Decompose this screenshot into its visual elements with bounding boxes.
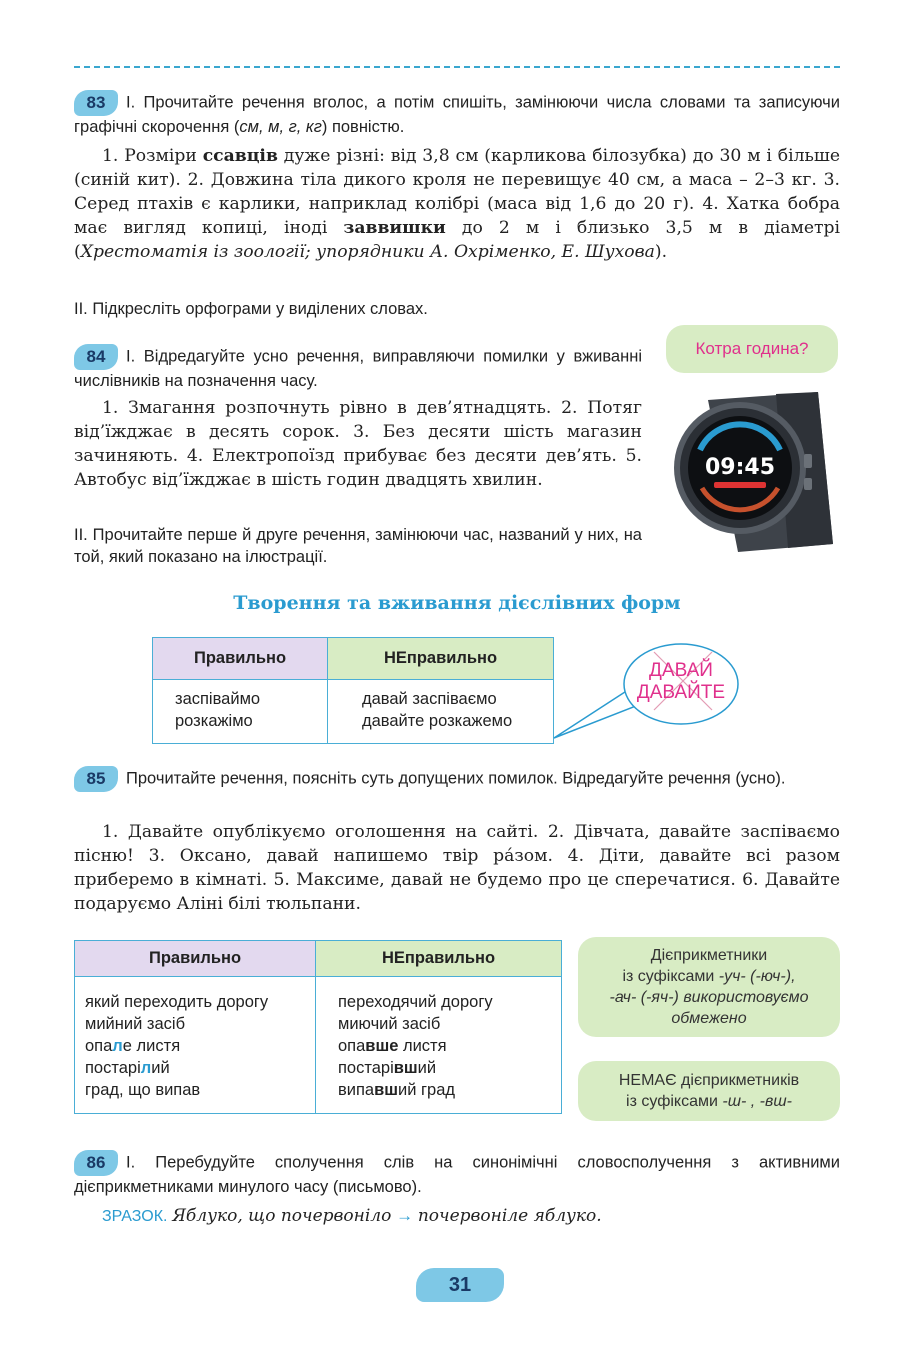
cloud-word-2: ДАВАЙТЕ bbox=[636, 682, 726, 703]
section-title: Творення та вживання дієслівних форм bbox=[233, 592, 681, 614]
correct-cell: заспіваймо розкажімо bbox=[153, 680, 328, 744]
incorrect-cell bbox=[316, 977, 562, 1114]
top-divider bbox=[74, 66, 840, 68]
incorrect-cell: давай заспіваємо давайте розкажемо bbox=[328, 680, 554, 744]
ex86-task: 86 І. Перебудуйте сполучення слів на синонімічні словосполучення з активними дієприкметниками минулого часу (письмово). bbox=[74, 1150, 840, 1198]
ex85-text: 1. Давайте опублікуємо оголошення на сайті. 2. Дівчата, давайте заспіваємо пісню! 3. Оксано, давай напишемо твір ра́зом. 4. Діти, давайте всі разом приберемо в кімнаті. 5. Максиме, давай не будемо про це сперечатися. 6. Давайте подаруємо Аліні білі тюльпани. bbox=[74, 822, 840, 914]
ex84-task2: ІІ. Прочитайте перше й друге речення, замінюючи час, названий у них, на той, який показано на ілюстрації. bbox=[74, 526, 642, 566]
header-incorrect: НЕправильно bbox=[316, 941, 562, 977]
ex83-task2: ІІ. Підкресліть орфограми у виділених словах. bbox=[74, 300, 428, 318]
note-no-suffixes: НЕМАЄ дієприкметників із суфіксами -ш- , -вш- bbox=[578, 1061, 840, 1121]
ex86-number-badge: 86 bbox=[74, 1150, 118, 1176]
page-number: 31 bbox=[416, 1268, 504, 1302]
header-correct: Правильно bbox=[75, 941, 316, 977]
imperative-table bbox=[152, 637, 554, 744]
crossed-out-cloud bbox=[548, 632, 748, 742]
what-time-bubble: Котра година? bbox=[666, 325, 838, 373]
ex84-task: 84 І. Відредагуйте усно речення, виправляючи помилки у вживанні числівників на позначення часу. bbox=[74, 344, 642, 392]
list-item: опавше листя bbox=[338, 1037, 447, 1055]
list-item: який переходить дорогу bbox=[85, 993, 269, 1011]
ex83-text: 1. Розміри ссавців дуже різні: від 3,8 см (карликова білозубка) до 30 м і більше (синій кит). 2. Довжина тіла дикого кроля не перевищує 40 см, а маса – 2–3 кг. 3. Серед птахів є карлики, наприклад колібрі (маса від 1,6 до 20 г). 4. Хатка бобра має вигляд копиці, іноді заввишки до 2 м і близько 3,5 м в діаметрі (Хрестоматія із зоології; упорядники А. Охріменко, Е. Шухова). bbox=[74, 146, 841, 262]
note-limited-suffixes: Дієприкметники із суфіксами -уч- (-юч-), -ач- (-яч-) використовуємо обмежено bbox=[578, 937, 840, 1037]
ex84-text: 1. Змагання розпочнуть рівно в дев’ятнадцять. 2. Потяг від’їжджає в десять сорок. 3. Без десяти шість магазин зачиняють. 4. Електропоїзд прибуває без десяти дев’ять. 5. Автобус від’їжджає в шість годин двадцять хвилин. bbox=[74, 398, 642, 490]
list-item: випавший град bbox=[338, 1081, 456, 1099]
header-incorrect: НЕправильно bbox=[328, 638, 554, 680]
list-item: переходячий дорогу bbox=[338, 993, 493, 1011]
list-item: постарівший bbox=[338, 1059, 437, 1077]
participle-table bbox=[74, 940, 562, 1114]
ex85-number-badge: 85 bbox=[74, 766, 118, 792]
list-item: мийний засіб bbox=[85, 1015, 186, 1033]
smartwatch-illustration bbox=[668, 384, 840, 556]
ex85-task: 85 Прочитайте речення, поясніть суть допущених помилок. Відредагуйте речення (усно). bbox=[74, 766, 840, 792]
ex84-number-badge: 84 bbox=[74, 344, 118, 370]
watch-time-display: 09:45 bbox=[704, 455, 776, 480]
ex83-number-badge: 83 bbox=[74, 90, 118, 116]
list-item: град, що випав bbox=[85, 1081, 201, 1099]
cloud-word-1: ДАВАЙ bbox=[649, 660, 713, 681]
ex86-sample: ЗРАЗОК. Яблуко, що почервоніло → почервоніле яблуко. bbox=[102, 1206, 602, 1226]
correct-cell bbox=[75, 977, 316, 1114]
ex83-task: 83 І. Прочитайте речення вголос, а потім спишіть, замінюючи числа словами та записуючи графічні скорочення (см, м, г, кг) повністю. bbox=[74, 90, 840, 138]
header-correct: Правильно bbox=[153, 638, 328, 680]
list-item: опале листя bbox=[85, 1037, 181, 1055]
list-item: миючий засіб bbox=[338, 1015, 441, 1033]
list-item: постарілий bbox=[85, 1059, 170, 1077]
